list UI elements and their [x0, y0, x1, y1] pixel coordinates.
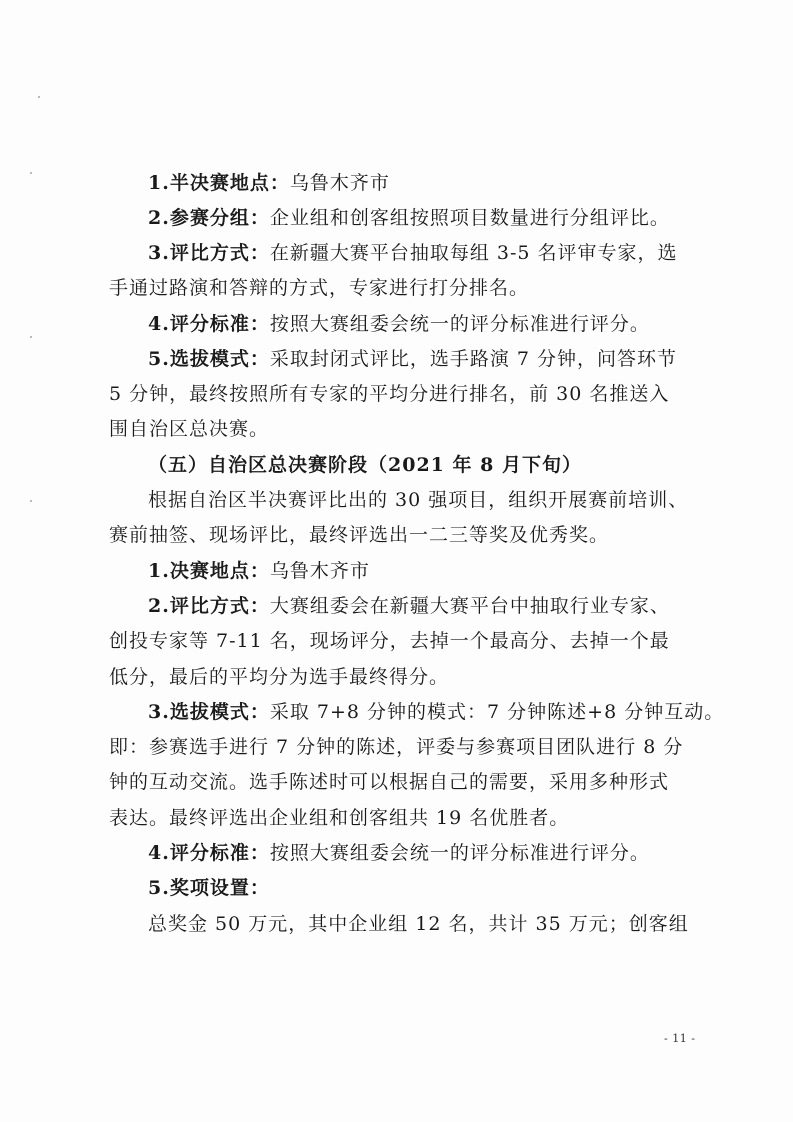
final-location-text: 乌鲁木齐市: [269, 560, 370, 582]
paragraph-text: 围自治区总决赛。: [109, 418, 270, 440]
semifinal-selection-continued-1: [109, 381, 669, 407]
semifinal-grouping-text: 企业组和创客组按照项目数量进行分组评比。: [269, 207, 670, 229]
semifinal-method-text: 在新疆大赛平台抽取每组 3-5 名评审专家，选: [269, 242, 678, 264]
final-method-text: 大赛组委会在新疆大赛平台中抽取行业专家、: [269, 595, 670, 617]
final-method-heading: 2.评比方式：: [148, 595, 270, 617]
awards-heading: 5.奖项设置：: [148, 877, 270, 899]
awards-line: [148, 875, 270, 901]
semifinal-method-continued: [109, 275, 529, 301]
semifinal-criteria-heading: 4.评分标准：: [148, 313, 270, 335]
final-criteria-line: [148, 840, 650, 866]
final-intro-line-2: [109, 522, 609, 548]
scan-speck: [30, 172, 32, 174]
semifinal-location-line: [148, 170, 390, 196]
final-criteria-heading: 4.评分标准：: [148, 842, 270, 864]
section-heading-text: （五）自治区总决赛阶段（2021 年 8 月下旬）: [148, 454, 582, 476]
paragraph-text: 5 分钟，最终按照所有专家的平均分进行排名，前 30 名推送入: [109, 383, 670, 405]
paragraph-text: 表达。最终评选出企业组和创客组共 19 名优胜者。: [109, 807, 570, 829]
paragraph-text: 钟的互动交流。选手陈述时可以根据自己的需要，采用多种形式: [109, 771, 670, 793]
semifinal-selection-heading: 5.选拔模式：: [148, 348, 270, 370]
final-location-heading: 1.决赛地点：: [148, 560, 270, 582]
paragraph-text: 总奖金 50 万元，其中企业组 12 名，共计 35 万元；创客组: [148, 913, 689, 935]
semifinal-method-heading: 3.评比方式：: [148, 242, 270, 264]
final-method-line: [148, 593, 670, 619]
final-selection-line: [148, 699, 724, 725]
page-number: - 11 -: [664, 1032, 696, 1045]
final-criteria-text: 按照大赛组委会统一的评分标准进行评分。: [269, 842, 650, 864]
scan-speck: [38, 96, 40, 98]
final-intro-line-1: [148, 487, 688, 513]
awards-text-line: [148, 911, 689, 937]
final-selection-continued-1: [109, 734, 683, 760]
final-selection-continued-2: [109, 769, 669, 795]
paragraph-text: 赛前抽签、现场评比，最终评选出一二三等奖及优秀奖。: [109, 524, 610, 546]
semifinal-location-heading: 1.半决赛地点：: [148, 172, 290, 194]
section-heading-final-stage: [148, 452, 582, 478]
semifinal-criteria-text: 按照大赛组委会统一的评分标准进行评分。: [269, 313, 650, 335]
final-selection-continued-3: [109, 805, 569, 831]
paragraph-text: 创投专家等 7-11 名，现场评分，去掉一个最高分、去掉一个最: [109, 630, 670, 652]
final-selection-text: 采取 7+8 分钟的模式：7 分钟陈述+8 分钟互动。: [269, 701, 725, 723]
semifinal-location-text: 乌鲁木齐市: [289, 172, 390, 194]
semifinal-method-line: [148, 240, 678, 266]
final-selection-heading: 3.选拔模式：: [148, 701, 270, 723]
semifinal-selection-text: 采取封闭式评比，选手路演 7 分钟，问答环节: [269, 348, 678, 370]
semifinal-grouping-heading: 2.参赛分组：: [148, 207, 270, 229]
paragraph-text: 即：参赛选手进行 7 分钟的陈述，评委与参赛项目团队进行 8 分: [109, 736, 684, 758]
scan-speck: [30, 500, 32, 502]
semifinal-selection-line: [148, 346, 677, 372]
final-method-continued-2: [109, 664, 449, 690]
semifinal-criteria-line: [148, 311, 650, 337]
paragraph-text: 手通过路演和答辩的方式，专家进行打分排名。: [109, 277, 530, 299]
final-location-line: [148, 558, 370, 584]
paragraph-text: 低分，最后的平均分为选手最终得分。: [109, 666, 450, 688]
semifinal-selection-continued-2: [109, 416, 269, 442]
scan-speck: [30, 336, 32, 338]
semifinal-grouping-line: [148, 205, 670, 231]
paragraph-text: 根据自治区半决赛评比出的 30 强项目，组织开展赛前培训、: [148, 489, 689, 511]
final-method-continued-1: [109, 628, 670, 654]
